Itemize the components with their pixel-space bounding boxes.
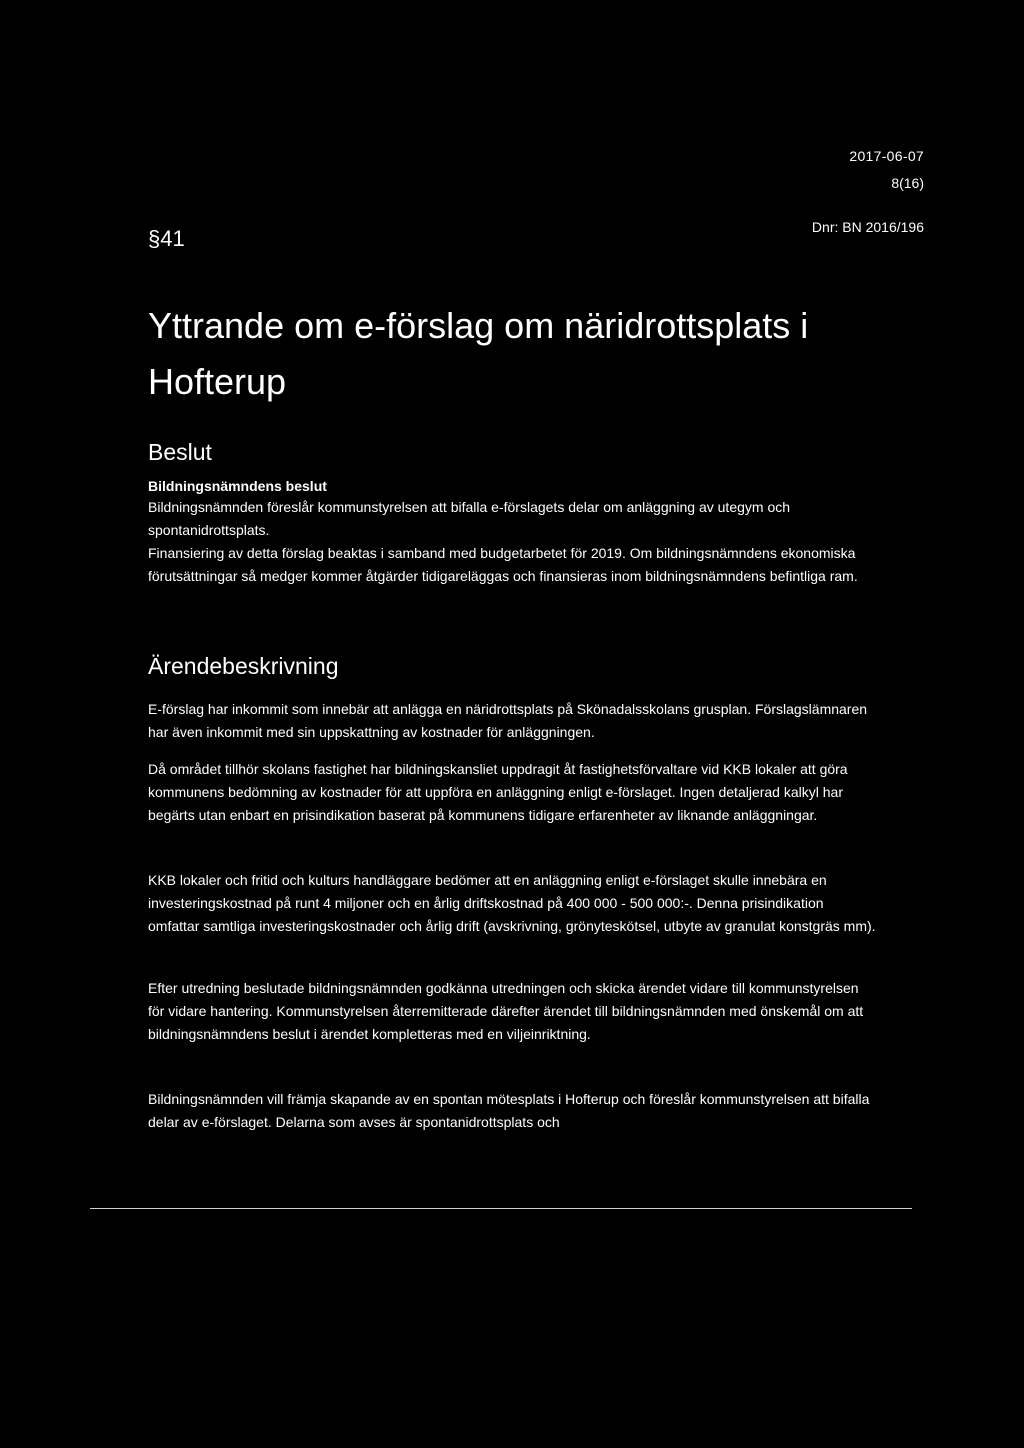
footer-divider <box>90 1208 912 1209</box>
section-heading-beslut: Beslut <box>148 439 212 465</box>
document-title: Yttrande om e-förslag om näridrottsplats i Hofterup <box>148 305 809 402</box>
description-paragraph: Då området tillhör skolans fastighet har bildningskansliet uppdragit åt fastighetsförvaltare vid KKB lokaler att göra kommunens bedömning av kostnader för att uppföra en anläggning enligt e-förslaget. Ingen detaljerad kalkyl har begärts utan enbart en prisindikation baserat på kommunens tidigare erfarenheter av liknande anläggningar. <box>148 761 848 823</box>
decision-paragraph: Finansiering av detta förslag beaktas i samband med budgetarbetet för 2019. Om bildningsnämndens ekonomiska förutsättningar så medger kommer åtgärder tidigareläggas och finansieras inom bildningsnämndens befintliga ram. <box>148 545 858 584</box>
description-paragraph: Efter utredning beslutade bildningsnämnden godkänna utredningen och skicka ärendet vidare till kommunstyrelsen för vidare hantering. Kommunstyrelsen återremitterade därefter ärendet till bildningsnämnden med önskemål om att bildningsnämndens beslut i ärendet kompletteras med en viljeinriktning. <box>148 980 864 1042</box>
description-paragraph: E-förslag har inkommit som innebär att anlägga en näridrottsplats på Skönadalsskolans grusplan. Förslagslämnaren har även inkommit med sin uppskattning av kostnader för anläggningen. <box>148 701 868 740</box>
page-number: 8(16) <box>891 175 924 191</box>
reference-number: Dnr: BN 2016/196 <box>811 219 924 235</box>
description-paragraph: Bildningsnämnden vill främja skapande av en spontan mötesplats i Hofterup och föreslår kommunstyrelsen att bifalla delar av e-förslaget. Delarna som avses är spontanidrottsplats och <box>148 1091 870 1130</box>
decision-subheading: Bildningsnämndens beslut <box>148 478 327 494</box>
description-paragraph: KKB lokaler och fritid och kulturs handläggare bedömer att en anläggning enligt e-förslaget skulle innebära en investeringskostnad på runt 4 miljoner och en årlig driftskostnad på 400 000 - 500 000:-. Denna prisindikation omfattar samtliga investeringskostnader och årlig drift (avskrivning, grönyteskötsel, utbyte av granulat konstgräs mm). <box>148 872 876 934</box>
section-heading-arendebeskrivning: Ärendebeskrivning <box>148 653 339 679</box>
document-date: 2017-06-07 <box>849 148 924 164</box>
paragraph-number: §41 <box>148 226 185 251</box>
decision-paragraph: Bildningsnämnden föreslår kommunstyrelsen att bifalla e-förslagets delar om anläggning av utegym och spontanidrottsplats. <box>148 499 791 538</box>
